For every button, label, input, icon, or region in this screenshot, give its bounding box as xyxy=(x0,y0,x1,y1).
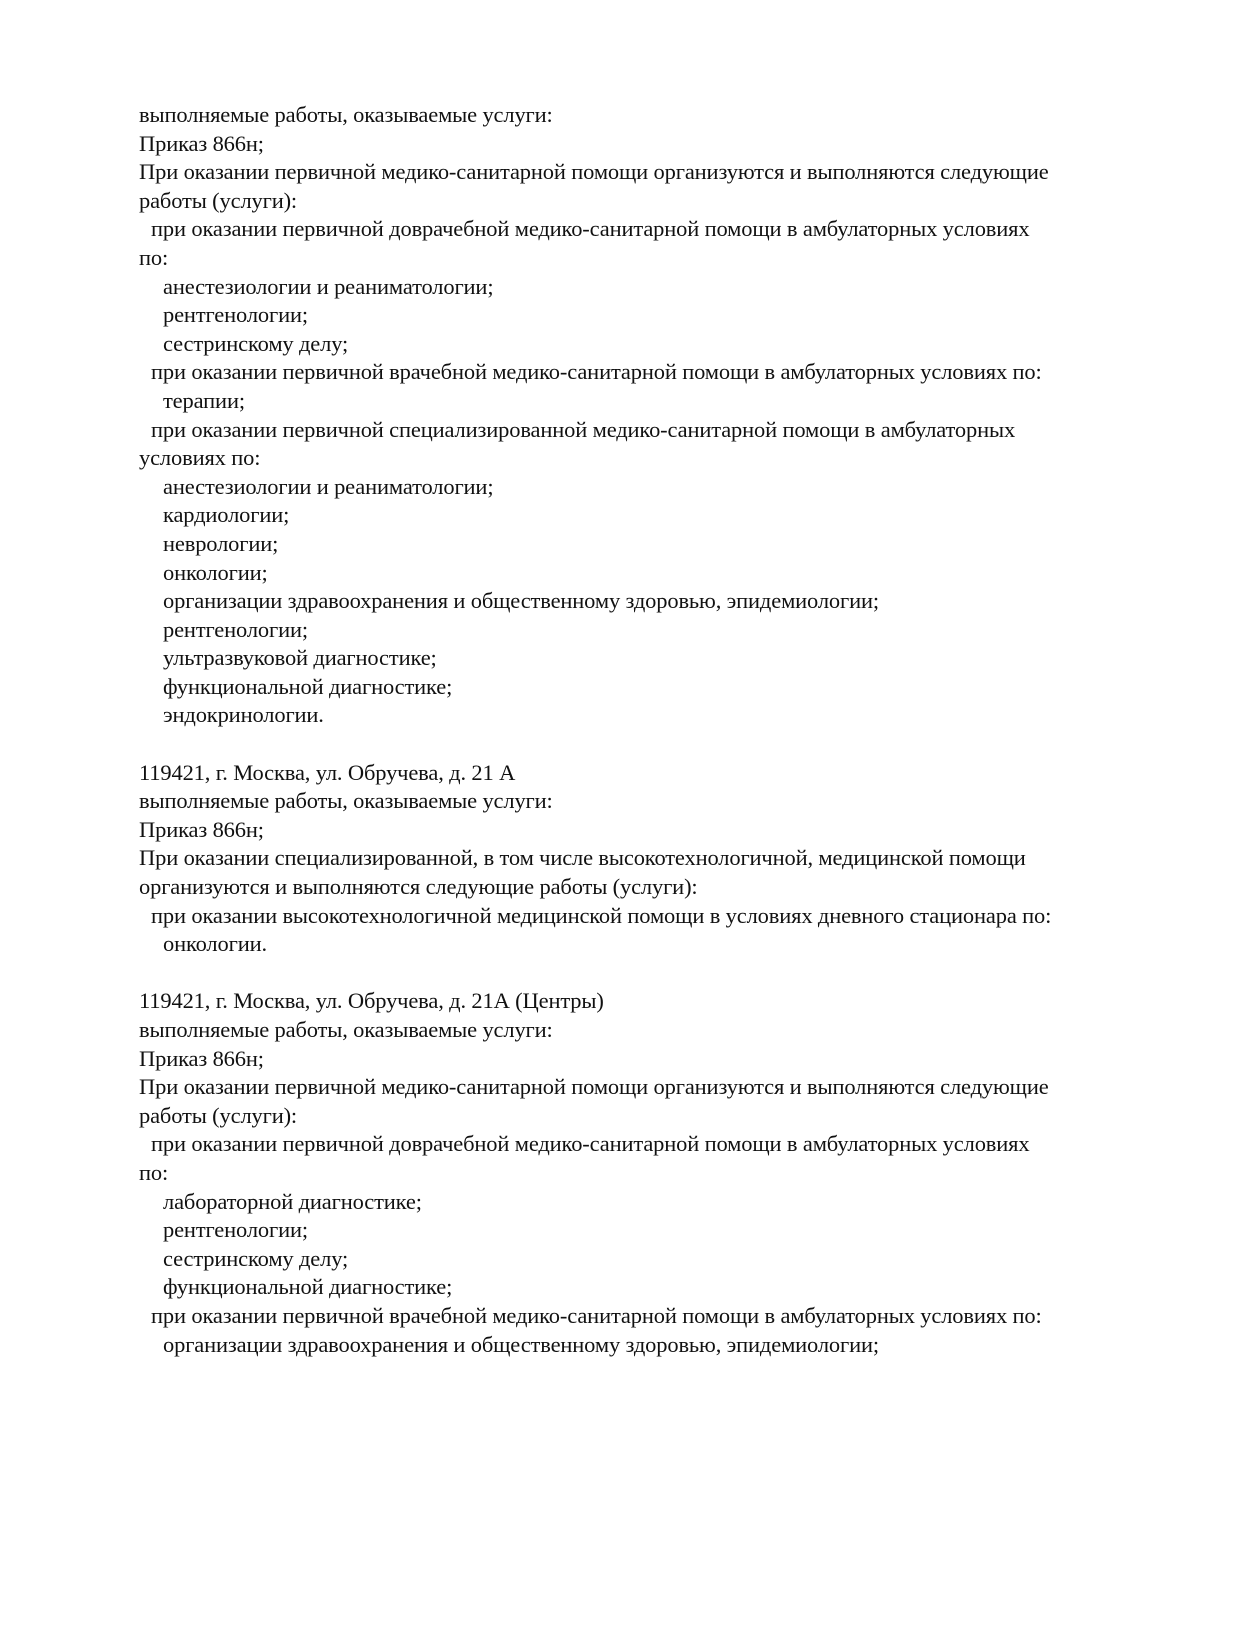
service-item: функциональной диагностике; xyxy=(163,673,453,699)
text-line: по: xyxy=(139,1159,169,1185)
service-item: терапии; xyxy=(163,387,245,413)
service-item: сестринскому делу; xyxy=(163,330,349,356)
license-section xyxy=(139,730,1139,959)
service-item: рентгенологии; xyxy=(163,302,308,328)
service-item: ультразвуковой диагностике; xyxy=(163,645,437,671)
text-line: Приказ 866н; xyxy=(139,1045,264,1071)
address-line: 119421, г. Москва, ул. Обручева, д. 21 А xyxy=(139,759,516,785)
service-item: организации здравоохранения и общественному здоровью, эпидемиологии; xyxy=(163,1331,879,1357)
section-gap xyxy=(139,730,1139,759)
text-line: Приказ 866н; xyxy=(139,816,264,842)
service-item: сестринскому делу; xyxy=(163,1245,349,1271)
service-item: анестезиологии и реаниматологии; xyxy=(163,473,494,499)
service-item: рентгенологии; xyxy=(163,1217,308,1243)
text-line: выполняемые работы, оказываемые услуги: xyxy=(139,788,553,814)
service-item: анестезиологии и реаниматологии; xyxy=(163,273,494,299)
address-line: 119421, г. Москва, ул. Обручева, д. 21А (Центры) xyxy=(139,988,604,1014)
text-line: при оказании первичной врачебной медико-санитарной помощи в амбулаторных условиях по: xyxy=(151,1302,1042,1328)
text-line: При оказании первичной медико-санитарной помощи организуются и выполняются следующие xyxy=(139,1074,1049,1100)
text-line: при оказании первичной врачебной медико-санитарной помощи в амбулаторных условиях по: xyxy=(151,359,1042,385)
license-section xyxy=(139,101,1139,730)
section-gap xyxy=(139,959,1139,988)
license-section xyxy=(139,959,1139,1359)
text-line: выполняемые работы, оказываемые услуги: xyxy=(139,1017,553,1042)
text-line: при оказании высокотехнологичной медицинской помощи в условиях дневного стационара по: xyxy=(151,902,1052,928)
text-line: Приказ 866н; xyxy=(139,130,264,156)
text-line: При оказании специализированной, в том числе высокотехнологичной, медицинской помощи xyxy=(139,845,1026,871)
text-line: при оказании первичной специализированной медико-санитарной помощи в амбулаторных xyxy=(151,416,1016,442)
text-line: организуются и выполняются следующие работы (услуги): xyxy=(139,874,698,900)
service-item: рентгенологии; xyxy=(163,616,308,642)
document-page xyxy=(139,101,1139,1359)
text-line: по: xyxy=(139,244,169,270)
service-item: функциональной диагностике; xyxy=(163,1274,453,1300)
text-line: При оказании первичной медико-санитарной помощи организуются и выполняются следующие xyxy=(139,159,1049,185)
service-item: онкологии. xyxy=(163,931,267,957)
text-line: при оказании первичной доврачебной медико-санитарной помощи в амбулаторных условиях xyxy=(151,1131,1030,1157)
text-line: при оказании первичной доврачебной медико-санитарной помощи в амбулаторных условиях xyxy=(151,216,1030,242)
service-item: лабораторной диагностике; xyxy=(163,1188,422,1214)
text-line: работы (услуги): xyxy=(139,187,298,213)
text-line: работы (услуги): xyxy=(139,1102,298,1128)
service-item: эндокринологии. xyxy=(163,702,324,728)
text-line: условиях по: xyxy=(139,445,261,471)
service-item: кардиологии; xyxy=(163,502,290,528)
service-item: онкологии; xyxy=(163,559,268,585)
service-item: неврологии; xyxy=(163,530,279,556)
text-line: выполняемые работы, оказываемые услуги: xyxy=(139,102,553,127)
service-item: организации здравоохранения и общественному здоровью, эпидемиологии; xyxy=(163,588,879,614)
